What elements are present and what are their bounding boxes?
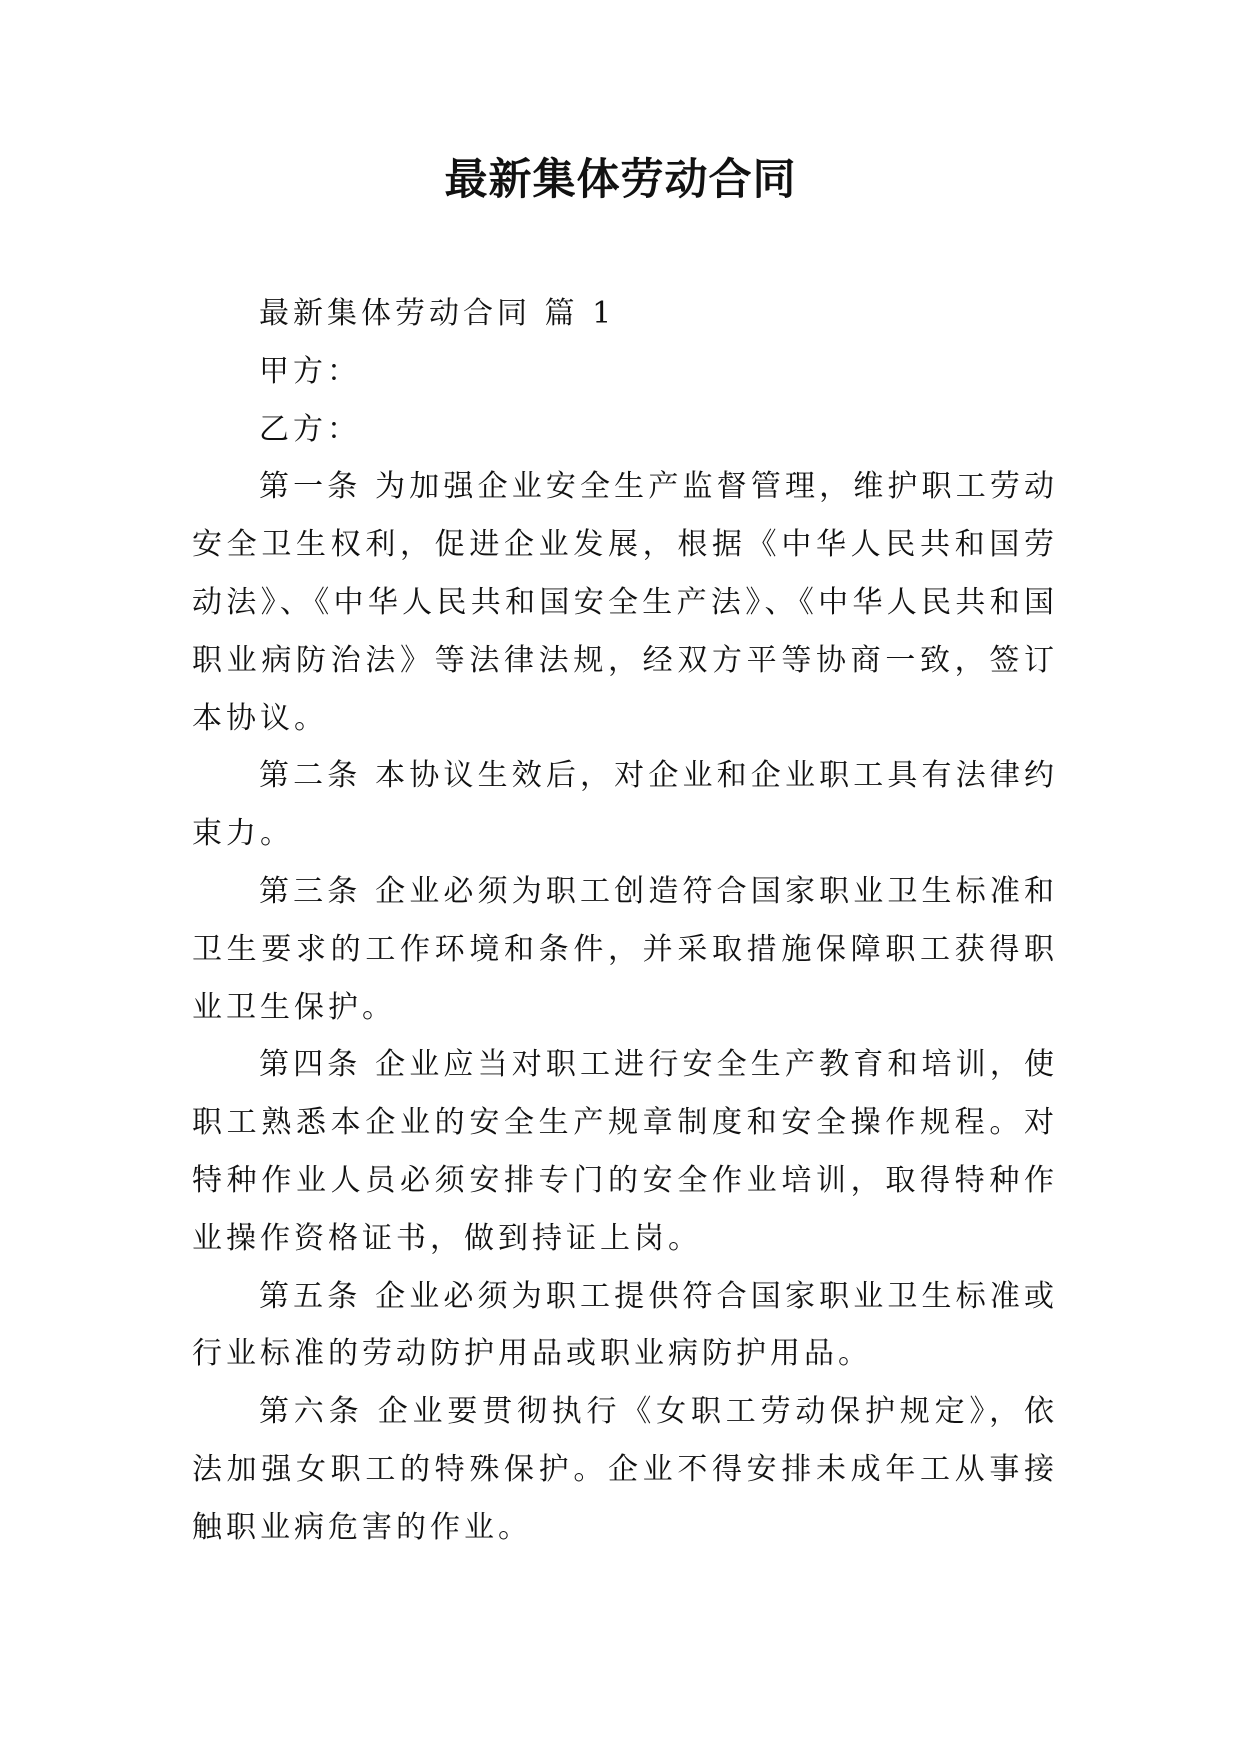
article-1: 第一条 为加强企业安全生产监督管理，维护职工劳动安全卫生权利，促进企业发展，根据《中华人民共和国劳动法》、《中华人民共和国安全生产法》、《中华人民共和国职业病防治法》等法律法规，经双方平等协商一致，签订本协议。 [192,469,1058,736]
article-4: 第四条 企业应当对职工进行安全生产教育和培训，使职工熟悉本企业的安全生产规章制度和安全操作规程。对特种作业人员必须安排专门的安全作业培训，取得特种作业操作资格证书，做到持证上岗。 [192,1047,1058,1256]
article-2: 第二条 本协议生效后，对企业和企业职工具有法律约束力。 [192,758,1058,852]
article-3: 第三条 企业必须为职工创造符合国家职业卫生标准和卫生要求的工作环境和条件，并采取措施保障职工获得职业卫生保护。 [192,873,1058,1025]
article-6: 第六条 企业要贯彻执行《女职工劳动保护规定》，依法加强女职工的特殊保护。企业不得安排未成年工从事接触职业病危害的作业。 [192,1394,1058,1545]
section-heading: 最新集体劳动合同 篇 1 [259,296,616,331]
party-b-line: 乙方： [259,411,361,447]
party-a-line: 甲方： [259,353,361,389]
article-5: 第五条 企业必须为职工提供符合国家职业卫生标准或行业标准的劳动防护用品或职业病防护用品。 [192,1278,1058,1372]
document-title: 最新集体劳动合同 [444,155,797,205]
document-body [192,285,1058,1557]
